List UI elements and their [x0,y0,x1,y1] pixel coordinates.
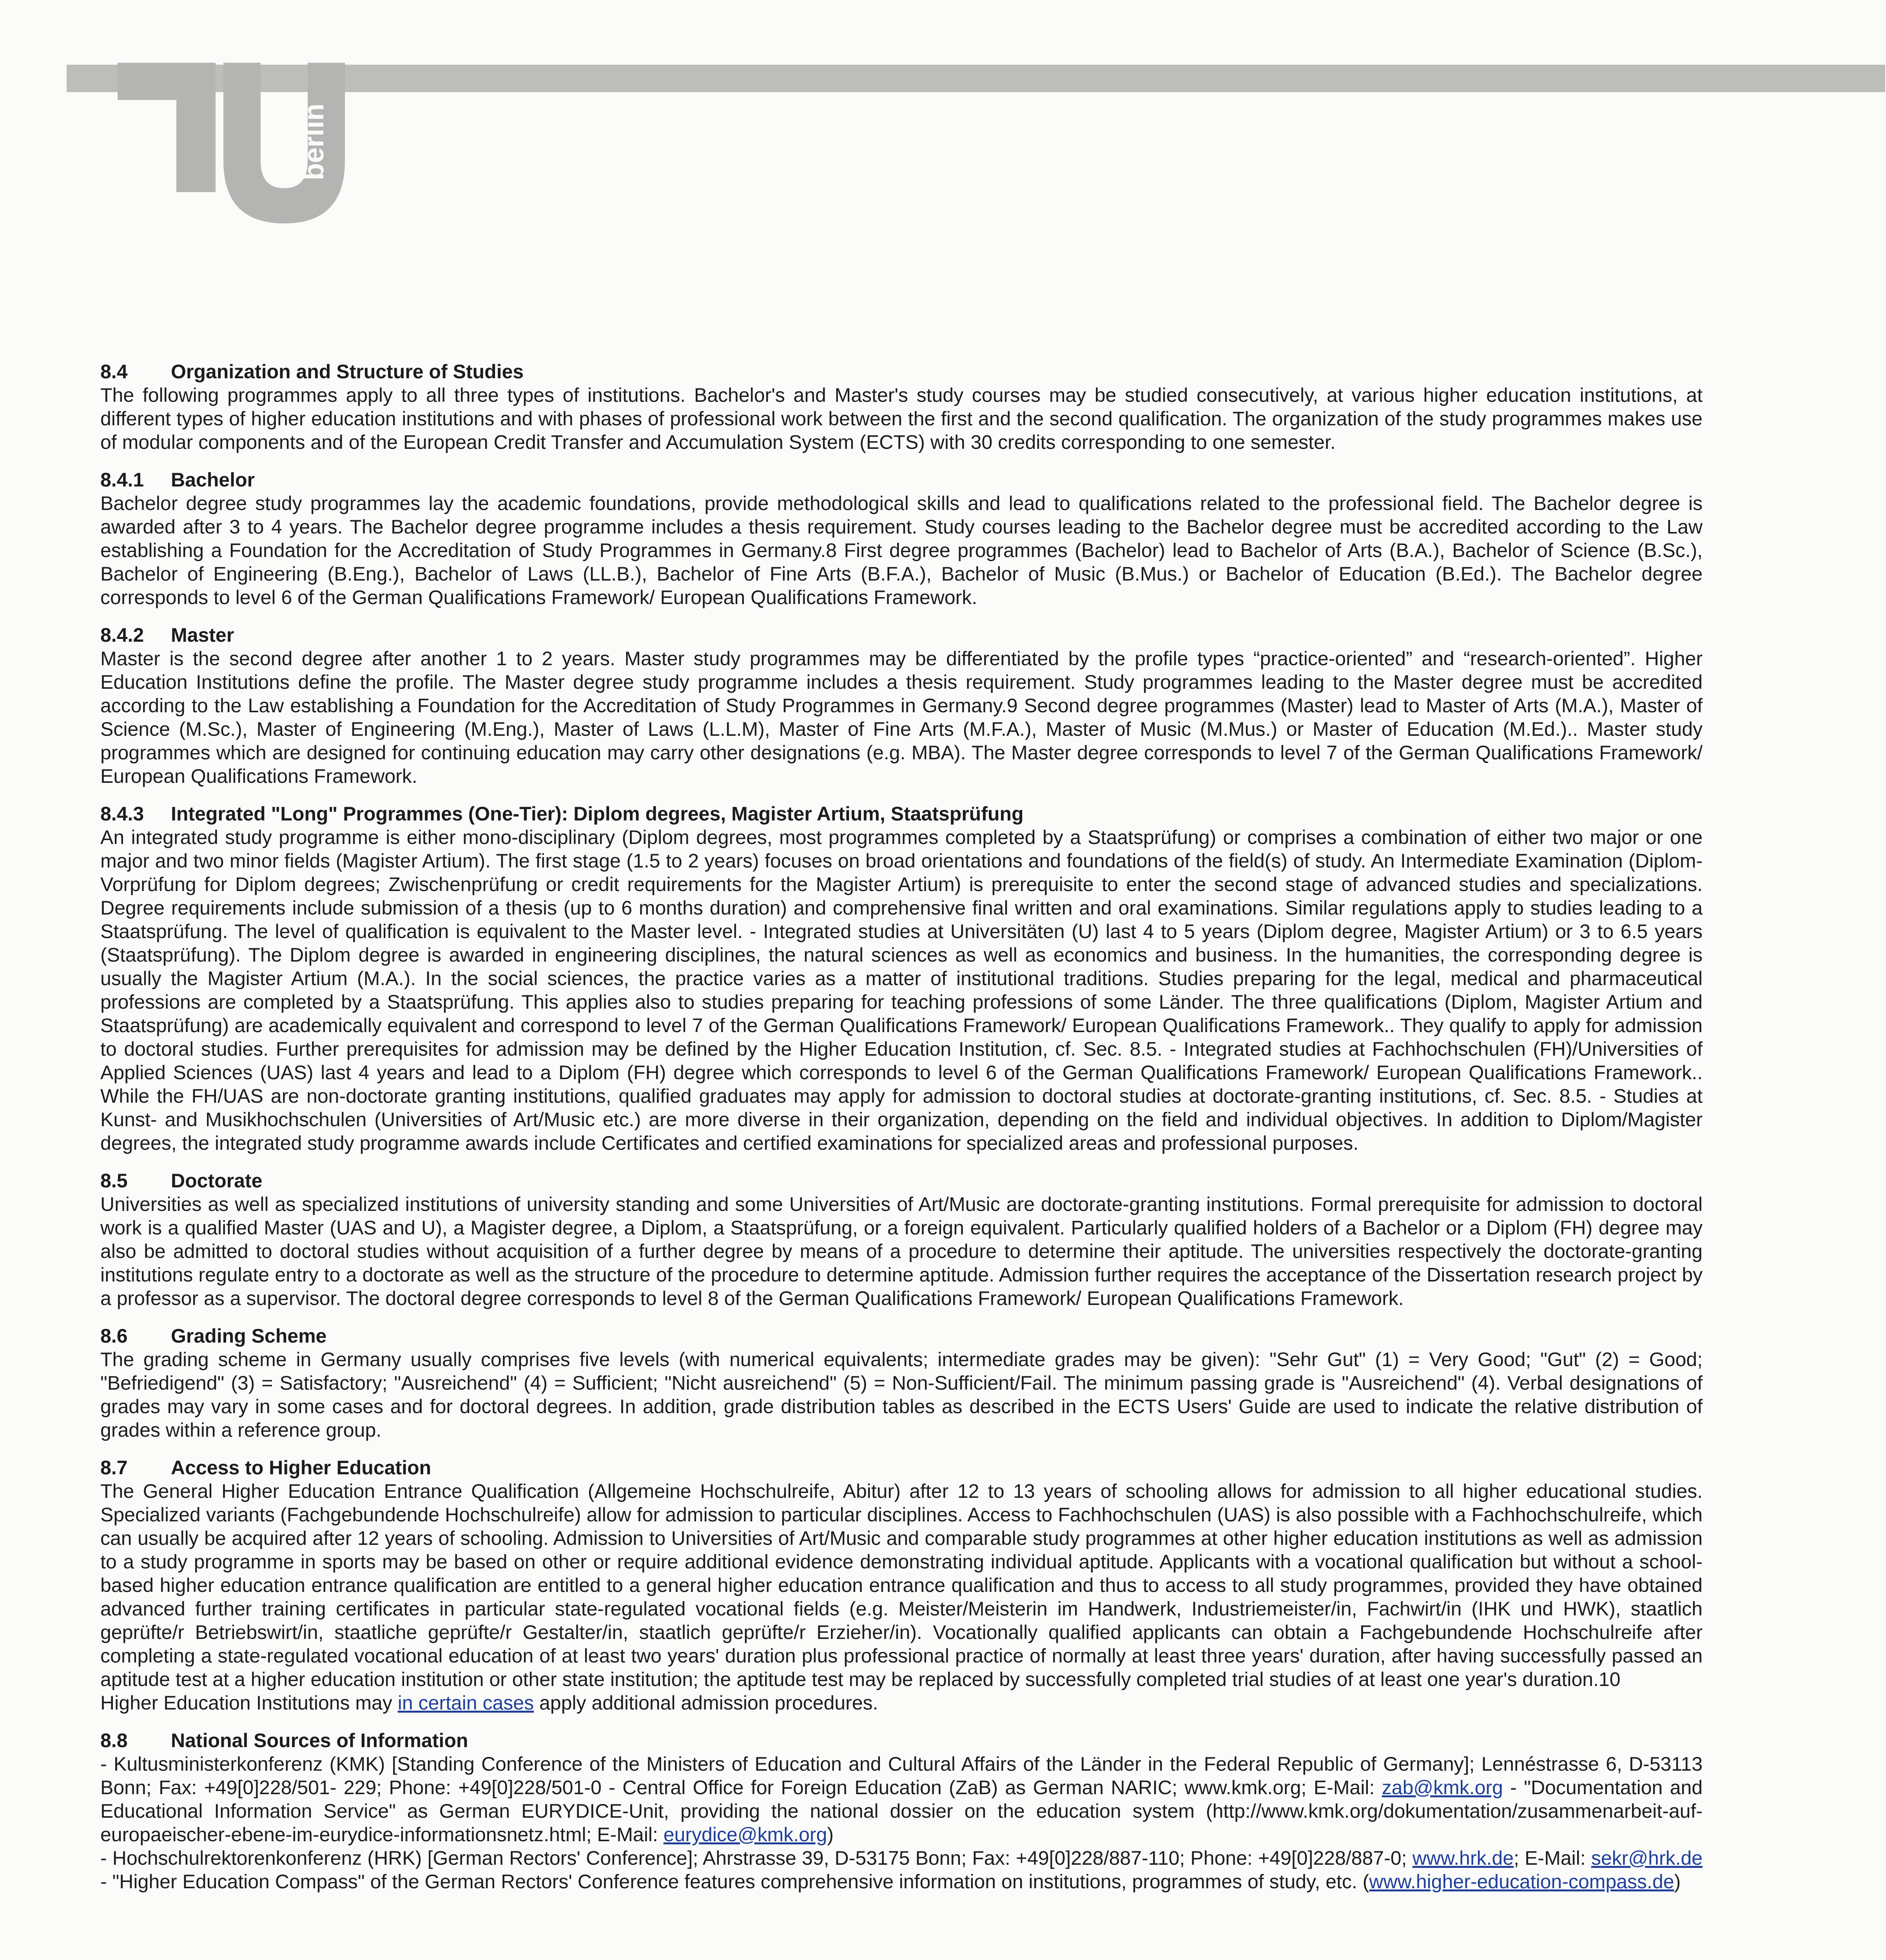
section-body: The grading scheme in Germany usually comprises five levels (with numerical equivalents; intermediate grades may be given): "Sehr Gut" (1) = Very Good; "Gut" (2) = Good; "Befriedigend" (3) = Satisfactory; "Ausreichend" (4) = Sufficient; "Nicht ausreichend" (5) = Non-Sufficient/Fail. The minimum passing grade is "Ausreichend" (4). Verbal designations of grades may vary in some cases and for doctoral degrees. In addition, grade distribution tables as described in the ECTS Users' Guide are used to indicate the relative distribution of grades within a reference group. [100,1348,1703,1441]
section-heading: 8.4 Organization and Structure of Studies [100,361,524,383]
section-8-4-1 [100,468,1703,609]
section-heading: 8.5 Doctorate [100,1170,263,1192]
hrk-info: - Hochschulrektorenkonferenz (HRK) [German Rectors' Conference]; Ahrstrasse 39, D-53175 Bonn; Fax: +49[0]228/887-110; Phone: +49[0]228/887-0; www.hrk.de; E-Mail: sekr@hrk.de - "Higher Education Compass" of the German Rectors' Conference features comprehensive information on institutions, programmes of study, etc. (www.higher-education-compass.de) [100,1847,1703,1893]
section-heading: 8.8 National Sources of Information [100,1730,468,1751]
section-8-5 [100,1169,1703,1310]
section-8-7 [100,1456,1703,1715]
section-8-4-2 [100,623,1703,788]
section-body: An integrated study programme is either mono-disciplinary (Diplom degrees, most programmes completed by a Staatsprüfung) or comprises a combination of either two major or one major and two minor fields (Magister Artium). The first stage (1.5 to 2 years) focuses on broad orientations and foundations of the field(s) of study. An Intermediate Examination (Diplom-Vorprüfung for Diplom degrees; Zwischenprüfung or credit requirements for the Magister Artium) is prerequisite to enter the second stage of advanced studies and specializations. Degree requirements include submission of a thesis (up to 6 months duration) and comprehensive final written and oral examinations. Similar regulations apply to studies leading to a Staatsprüfung. The level of qualification is equivalent to the Master level. - Integrated studies at Universitäten (U) last 4 to 5 years (Diplom degree, Magister Artium) or 3 to 6.5 years (Staatsprüfung). The Diplom degree is awarded in engineering disciplines, the natural sciences as well as economics and business. In the humanities, the corresponding degree is usually the Magister Artium (M.A.). In the social sciences, the practice varies as a matter of institutional traditions. Studies preparing for the legal, medical and pharmaceutical professions are completed by a Staatsprüfung. This applies also to studies preparing for teaching professions of some Länder. The three qualifications (Diplom, Magister Artium and Staatsprüfung) are academically equivalent and correspond to level 7 of the German Qualifications Framework/ European Qualifications Framework.. They qualify to apply for admission to doctoral studies. Further prerequisites for admission may be defined by the Higher Education Institution, cf. Sec. 8.5. - Integrated studies at Fachhochschulen (FH)/Universities of Applied Sciences (UAS) last 4 years and lead to a Diplom (FH) degree which corresponds to level 6 of the German Qualifications Framework/ European Qualifications Framework.. While the FH/UAS are non-doctorate granting institutions, qualified graduates may apply for admission to doctoral studies at doctorate-granting institutions, cf. Sec. 8.5. - Studies at Kunst- and Musikhochschulen (Universities of Art/Music etc.) are more diverse in their organization, depending on the field and individual objectives. In addition to Diplom/Magister degrees, the integrated study programme awards include Certificates and certified examinations for specialized areas and professional purposes. [100,826,1703,1154]
hrk-email-link[interactable]: sekr@hrk.de [1591,1847,1703,1869]
section-8-6 [100,1324,1703,1442]
eurydice-email-link[interactable]: eurydice@kmk.org [663,1824,827,1846]
main-content [100,360,1703,1907]
zab-email-link[interactable]: zab@kmk.org [1382,1777,1503,1798]
in-certain-cases-link[interactable]: in certain cases [397,1692,534,1714]
logo-text: berlin [298,103,330,180]
section-heading: 8.4.1 Bachelor [100,469,255,491]
section-heading: 8.4.3 Integrated "Long" Programmes (One-Tier): Diplom degrees, Magister Artium, Staatsprüfung [100,803,1024,825]
section-heading: 8.6 Grading Scheme [100,1325,327,1347]
section-heading: 8.4.2 Master [100,624,234,646]
section-8-4-3 [100,802,1703,1155]
hrk-website-link[interactable]: www.hrk.de [1412,1847,1514,1869]
section-body: Bachelor degree study programmes lay the academic foundations, provide methodological skills and lead to qualifications related to the professional field. The Bachelor degree is awarded after 3 to 4 years. The Bachelor degree programme includes a thesis requirement. Study courses leading to the Bachelor degree must be accredited according to the Law establishing a Foundation for the Accreditation of Study Programmes in Germany.8 First degree programmes (Bachelor) lead to Bachelor of Arts (B.A.), Bachelor of Science (B.Sc.), Bachelor of Engineering (B.Eng.), Bachelor of Laws (LL.B.), Bachelor of Fine Arts (B.F.A.), Bachelor of Music (B.Mus.) or Bachelor of Education (B.Ed.). The Bachelor degree corresponds to level 6 of the German Qualifications Framework/ European Qualifications Framework. [100,492,1703,608]
section-body: The following programmes apply to all three types of institutions. Bachelor's and Master's study courses may be studied consecutively, at various higher education institutions, at different types of higher education institutions and with phases of professional work between the first and the second qualification. The organization of the study programmes makes use of modular components and of the European Credit Transfer and Accumulation System (ECTS) with 30 credits corresponding to one semester. [100,384,1703,453]
section-8-4 [100,360,1703,454]
tu-berlin-logo [118,51,372,255]
kmk-info: - Kultusministerkonferenz (KMK) [Standing Conference of the Ministers of Education and Cultural Affairs of the Länder in the Federal Republic of Germany]; Lennéstrasse 6, D-53113 Bonn; Fax: +49[0]228/501- 229; Phone: +49[0]228/501-0 - Central Office for Foreign Education (ZaB) as German NARIC; www.kmk.org; E-Mail: zab@kmk.org - "Documentation and Educational Information Service" as German EURYDICE-Unit, providing the national dossier on the education system (http://www.kmk.org/dokumentation/zusammenarbeit-auf-europaeischer-ebene-im-eurydice-informationsnetz.html; E-Mail: eurydice@kmk.org) [100,1753,1703,1846]
section-body: The General Higher Education Entrance Qualification (Allgemeine Hochschulreife, Abitur) after 12 to 13 years of schooling allows for admission to all higher educational studies. Specialized variants (Fachgebundende Hochschulreife) allow for admission to particular disciplines. Access to Fachhochschulen (UAS) is also possible with a Fachhochschulreife, which can usually be acquired after 12 years of schooling. Admission to Universities of Art/Music and comparable study programmes at other higher education institutions as well as admission to a study programme in sports may be based on other or require additional evidence demonstrating individual aptitude. Applicants with a vocational qualification but without a school-based higher education entrance qualification are entitled to a general higher education entrance qualification and thus to access to all study programmes, provided they have obtained advanced further training certificates in particular state-regulated vocational fields (e.g. Meister/Meisterin im Handwerk, Industriemeister/in, Fachwirt/in (IHK und HWK), staatlich geprüfte/r Betriebswirt/in, staatliche geprüfte/r Gestalter/in, staatlich geprüfte/r Erzieher/in). Vocationally qualified applicants can obtain a Fachgebundende Hochschulreife after completing a state-regulated vocational education of at least two years' duration plus professional practice of normally at least three years' duration, after having successfully passed an aptitude test at a higher education institution or other state institution; the aptitude test may be replaced by successfully completed trial studies of at least one year's duration.10 [100,1480,1703,1690]
section-body: Master is the second degree after another 1 to 2 years. Master study programmes may be differentiated by the profile types “practice-oriented” and “research-oriented”. Higher Education Institutions define the profile. The Master degree study programme includes a thesis requirement. Study programmes leading to the Master degree must be accredited according to the Law establishing a Foundation for the Accreditation of Study Programmes in Germany.9 Second degree programmes (Master) lead to Master of Arts (M.A.), Master of Science (M.Sc.), Master of Engineering (M.Eng.), Master of Laws (L.L.M), Master of Fine Arts (M.F.A.), Master of Music (M.Mus.) or Master of Education (M.Ed.).. Master study programmes which are designed for continuing education may carry other designations (e.g. MBA). The Master degree corresponds to level 7 of the German Qualifications Framework/ European Qualifications Framework. [100,648,1703,787]
section-heading: 8.7 Access to Higher Education [100,1457,432,1479]
section-extra: Higher Education Institutions may in certain cases apply additional admission procedures. [100,1692,878,1714]
higher-education-compass-link[interactable]: www.higher-education-compass.de [1369,1871,1674,1893]
section-8-8 [100,1729,1703,1893]
section-body: Universities as well as specialized institutions of university standing and some Universities of Art/Music are doctorate-granting institutions. Formal prerequisite for admission to doctoral work is a qualified Master (UAS and U), a Magister degree, a Diplom, a Staatsprüfung, or a foreign equivalent. Particularly qualified holders of a Bachelor or a Diplom (FH) degree may also be admitted to doctoral studies without acquisition of a further degree by means of a procedure to determine their aptitude. The universities respectively the doctorate-granting institutions regulate entry to a doctorate as well as the structure of the procedure to determine aptitude. Admission further requires the acceptance of the Dissertation research project by a professor as a supervisor. The doctoral degree corresponds to level 8 of the German Qualifications Framework/ European Qualifications Framework. [100,1193,1703,1309]
